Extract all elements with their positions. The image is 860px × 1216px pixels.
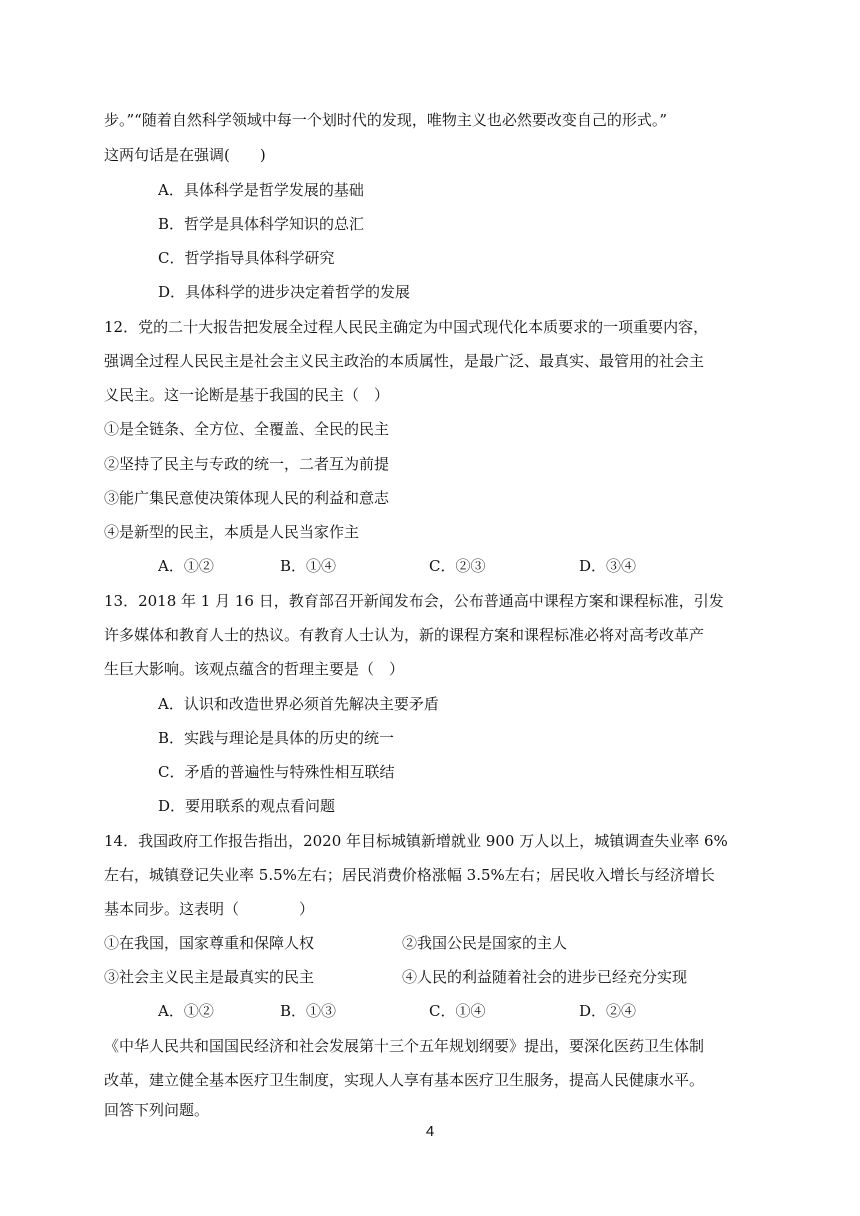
q14-stem-line-2: 左右，城镇登记失业率 5.5%左右；居民消费价格涨幅 3.5%左右；居民收入增长与经济增长 [104,866,715,884]
q14-item-1: ①在我国，国家尊重和保障人权 [104,934,315,952]
q11-option-d: D．具体科学的进步决定着哲学的发展 [158,283,411,301]
q14-choice-d: D．②④ [579,1002,637,1020]
q12-choice-a: A．①② [158,557,214,575]
q12-item-2: ②坚持了民主与专政的统一，二者互为前提 [104,455,390,473]
q14-choice-a: A．①② [158,1002,214,1020]
q14-stem-line-3: 基本同步。这表明（ ） [104,900,315,918]
q11-option-c: C．哲学指导具体科学研究 [158,249,335,267]
q12-item-1: ①是全链条、全方位、全覆盖、全民的民主 [104,420,390,438]
intro-line-1: 《中华人民共和国国民经济和社会发展第十三个五年规划纲要》提出，要深化医药卫生体制 [104,1037,705,1055]
q12-item-4: ④是新型的民主，本质是人民当家作主 [104,523,360,541]
q13-option-d: D．要用联系的观点看问题 [158,797,336,815]
q14-item-2: ②我国公民是国家的主人 [402,934,568,952]
q13-stem-line-2: 许多媒体和教育人士的热议。有教育人士认为，新的课程方案和课程标准必将对高考改革产 [104,626,705,644]
q11-stem-line-1: 步。”“随着自然科学领域中每一个划时代的发现，唯物主义也必然要改变自己的形式。” [104,111,668,129]
q14-stem-line-1: 14．我国政府工作报告指出，2020 年目标城镇新增就业 900 万人以上，城镇调查失业率 6% [104,832,728,850]
q12-stem-line-1: 12．党的二十大报告把发展全过程人民民主确定为中国式现代化本质要求的一项重要内容， [104,318,709,336]
q14-choice-b: B．①③ [280,1002,337,1020]
q13-option-c: C．矛盾的普遍性与特殊性相互联结 [158,763,395,781]
q12-choice-c: C．②③ [429,557,486,575]
q11-stem-line-2: 这两句话是在强调( ) [104,146,266,164]
q13-stem-line-1: 13．2018 年 1 月 16 日，教育部召开新闻发布会，公布普通高中课程方案和课程标准，引发 [104,592,724,610]
q13-option-a: A．认识和改造世界必须首先解决主要矛盾 [158,695,439,713]
q12-stem-line-2: 强调全过程人民民主是社会主义民主政治的本质属性，是最广泛、最真实、最管用的社会主 [104,352,705,370]
q13-stem-line-3: 生巨大影响。该观点蕴含的哲理主要是（ ） [104,660,405,678]
intro-line-3: 回答下列问题。 [104,1101,210,1119]
q14-item-4: ④人民的利益随着社会的进步已经充分实现 [402,968,688,986]
q12-stem-line-3: 义民主。这一论断是基于我国的民主（ ） [104,386,390,404]
q14-choice-c: C．①④ [429,1002,486,1020]
q12-choice-d: D．③④ [579,557,637,575]
q13-option-b: B．实践与理论是具体的历史的统一 [158,729,395,747]
q12-choice-b: B．①④ [280,557,337,575]
page-number: 4 [425,1123,435,1140]
q11-option-a: A．具体科学是哲学发展的基础 [158,181,364,199]
intro-line-2: 改革，建立健全基本医疗卫生制度，实现人人享有基本医疗卫生服务，提高人民健康水平。 [104,1071,705,1089]
q11-option-b: B．哲学是具体科学知识的总汇 [158,215,365,233]
q14-item-3: ③社会主义民主是最真实的民主 [104,968,315,986]
q12-item-3: ③能广集民意使决策体现人民的利益和意志 [104,489,390,507]
